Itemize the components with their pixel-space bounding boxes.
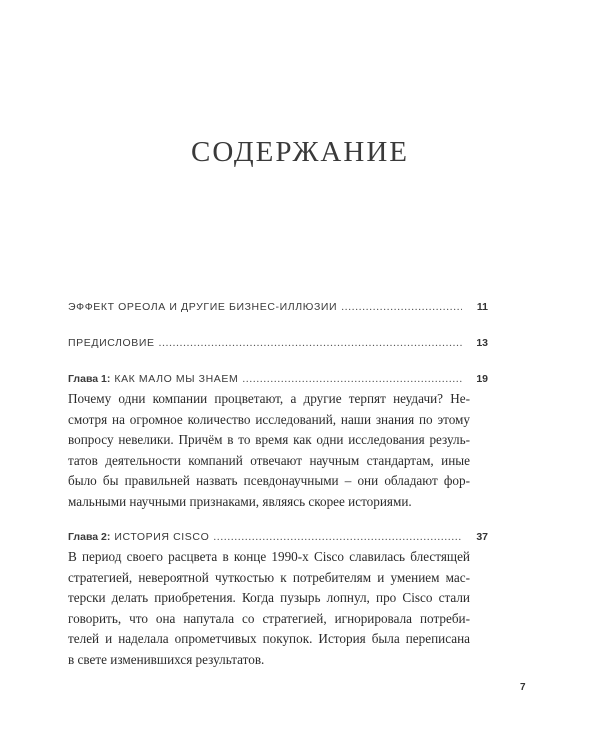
- chapter-prefix: Глава 1:: [68, 373, 111, 385]
- description-line: вопросу невелики. Причём в то время как одни исследования резуль-: [68, 432, 470, 447]
- leader-dots: [159, 334, 462, 352]
- toc-entry-title: ПРЕДИСЛОВИЕ: [68, 337, 155, 349]
- toc-page-number: 13: [476, 337, 488, 349]
- description-line: говорить, что она напутала со стратегией, игнорировала потреби-: [68, 610, 470, 626]
- leader-dots: [242, 370, 462, 388]
- description-line: мальными научными признаками, являясь скорее историями.: [68, 493, 412, 509]
- chapter-description: [68, 547, 470, 670]
- toc-entry-title: КАК МАЛО МЫ ЗНАЕМ: [114, 373, 239, 385]
- toc-entry-chapter-1: [68, 370, 488, 512]
- toc-entry-halo-effect: [68, 298, 488, 316]
- toc-entry-heading: [68, 370, 238, 388]
- toc-page-number: 19: [476, 373, 488, 385]
- description-line: смотря на огромное количество исследований, наши знания по этому: [68, 411, 470, 427]
- description-line: стратегией, невероятной чуткостью к потребителям и умением мас-: [68, 569, 470, 585]
- page-title: СОДЕРЖАНИЕ: [191, 136, 409, 168]
- toc-entry-title: ИСТОРИЯ CISCO: [114, 531, 210, 543]
- toc-entry-line: [68, 528, 488, 546]
- description-line: терски делать приобретения. Когда пузырь лопнул, про Cisco стали: [68, 590, 470, 605]
- description-line: В период своего расцвета в конце 1990-х Cisco славилась блестящей: [68, 549, 470, 564]
- toc-entry-chapter-2: [68, 528, 488, 670]
- toc-page-number: 37: [476, 531, 488, 543]
- chapter-description: [68, 389, 470, 512]
- leader-dots: [213, 528, 462, 546]
- description-line: татов деятельности компаний отвечают научным стандартам, иные: [68, 452, 470, 468]
- toc-entry-line: [68, 370, 488, 388]
- chapter-prefix: Глава 2:: [68, 531, 111, 543]
- toc-entry-preface: [68, 334, 488, 352]
- toc-entry-line: [68, 298, 488, 316]
- description-line: Почему одни компании процветают, а другие терпят неудачи? Не-: [68, 391, 470, 406]
- page-number: 7: [520, 682, 526, 693]
- table-of-contents: [68, 298, 488, 670]
- description-line: телей и наделала опрометчивых покупок. История была переписана: [68, 631, 470, 646]
- description-line: в свете изменившихся результатов.: [68, 651, 265, 667]
- leader-dots: [341, 298, 462, 316]
- toc-entry-line: [68, 334, 488, 352]
- toc-entry-heading: [68, 528, 209, 546]
- description-line: было бы правильней назвать псевдонаучными – они обладают фор-: [68, 473, 470, 488]
- toc-entry-title: ЭФФЕКТ ОРЕОЛА И ДРУГИЕ БИЗНЕС-ИЛЛЮЗИИ: [68, 301, 338, 313]
- toc-page-number: 11: [476, 301, 488, 313]
